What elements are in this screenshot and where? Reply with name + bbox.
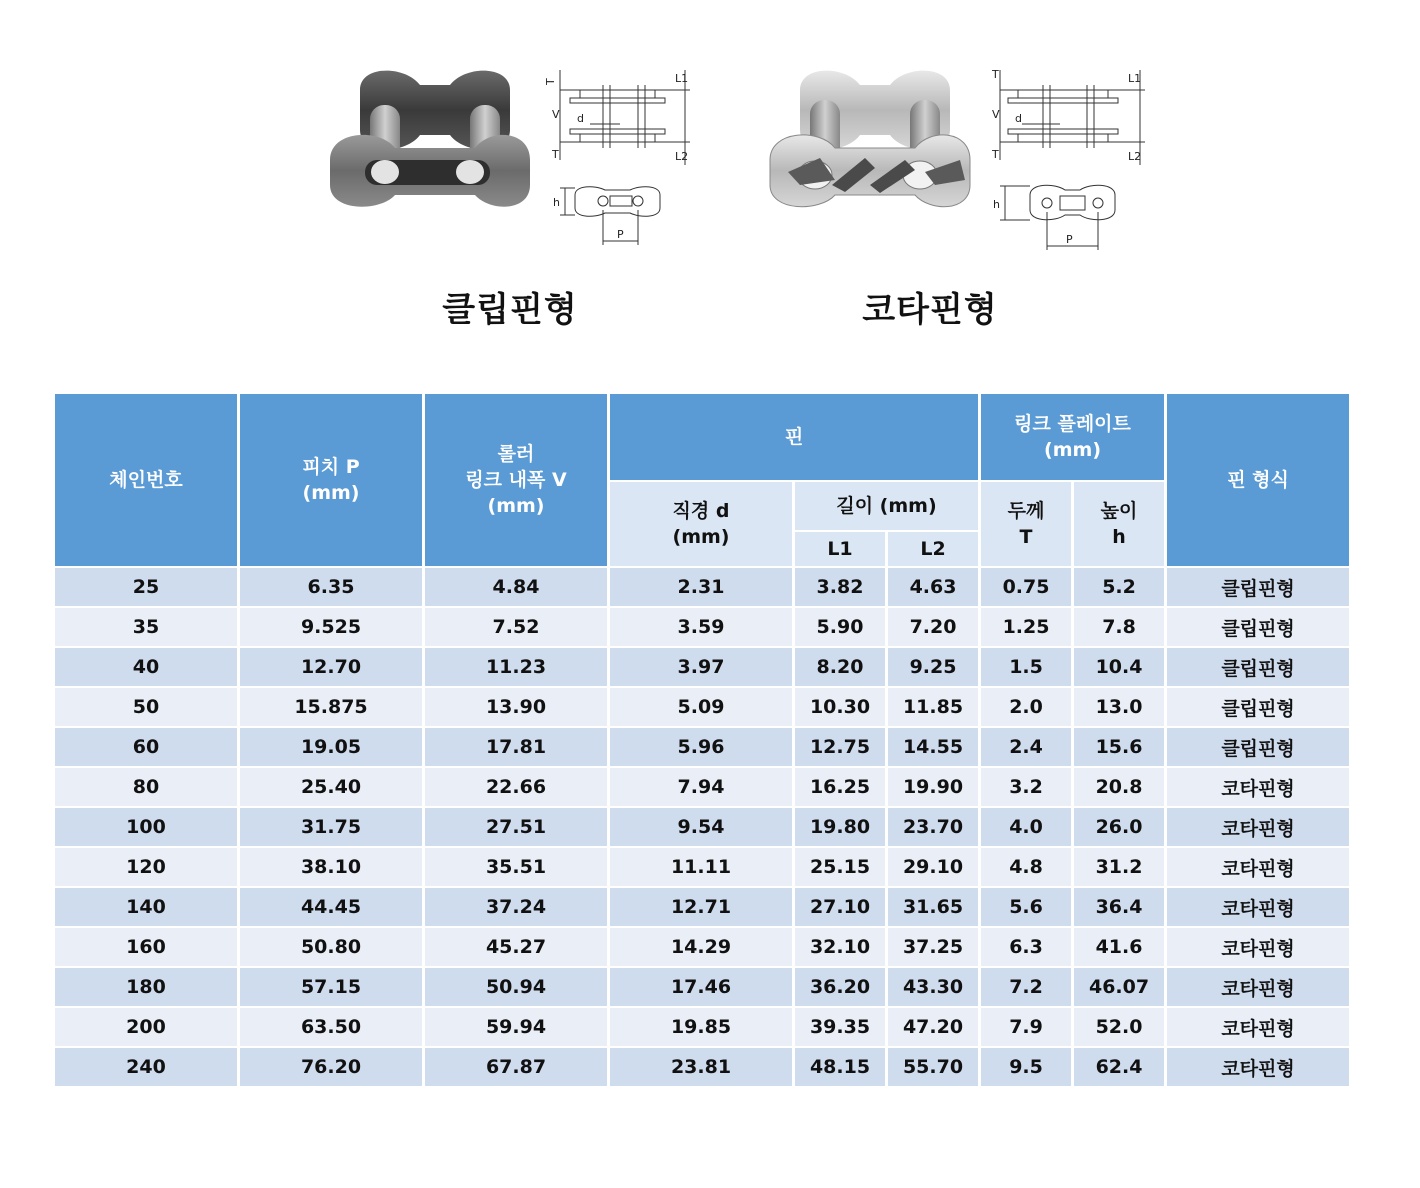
header-chain-number: 체인번호	[55, 394, 237, 566]
table-cell: 3.2	[981, 768, 1071, 806]
table-cell: 17.81	[425, 728, 607, 766]
dim-label-v: V	[992, 108, 1000, 121]
header-pin: 핀	[610, 394, 978, 480]
header-height-line2: h	[1112, 526, 1126, 548]
table-cell: 16.25	[795, 768, 885, 806]
table-row	[55, 648, 1349, 686]
dim-label-p: P	[1066, 233, 1073, 246]
table-cell: 코타핀형	[1167, 928, 1349, 966]
table-cell: 2.31	[610, 568, 792, 606]
table-cell: 12.70	[240, 648, 422, 686]
table-cell: 180	[55, 968, 237, 1006]
table-cell: 25.15	[795, 848, 885, 886]
table-cell: 15.6	[1074, 728, 1164, 766]
table-cell: 20.8	[1074, 768, 1164, 806]
dim-label-v: V	[552, 108, 560, 121]
table-cell: 57.15	[240, 968, 422, 1006]
table-cell: 120	[55, 848, 237, 886]
table-cell: 12.75	[795, 728, 885, 766]
chain-spec-table	[52, 392, 1352, 1088]
dim-label-t-bottom: T	[992, 148, 999, 161]
table-cell: 31.65	[888, 888, 978, 926]
table-row	[55, 808, 1349, 846]
header-l1: L1	[795, 532, 885, 566]
table-cell: 9.5	[981, 1048, 1071, 1086]
table-cell: 32.10	[795, 928, 885, 966]
header-pitch-line2: (mm)	[302, 482, 360, 504]
table-cell: 43.30	[888, 968, 978, 1006]
table-cell: 80	[55, 768, 237, 806]
table-cell: 7.8	[1074, 608, 1164, 646]
table-cell: 31.75	[240, 808, 422, 846]
table-cell: 46.07	[1074, 968, 1164, 1006]
header-thickness-line1: 두께	[1007, 500, 1045, 522]
table-cell: 6.35	[240, 568, 422, 606]
header-link-plate-line1: 링크 플레이트	[1014, 413, 1131, 435]
table-cell: 60	[55, 728, 237, 766]
table-cell: 13.90	[425, 688, 607, 726]
header-height-line1: 높이	[1100, 500, 1138, 522]
table-cell: 6.3	[981, 928, 1071, 966]
header-link-plate	[981, 394, 1164, 480]
table-cell: 50.80	[240, 928, 422, 966]
dim-label-h: h	[553, 196, 560, 209]
table-cell: 클립핀형	[1167, 648, 1349, 686]
table-cell: 7.20	[888, 608, 978, 646]
table-row	[55, 568, 1349, 606]
table-cell: 59.94	[425, 1008, 607, 1046]
dim-label-l1: L1	[675, 72, 689, 85]
table-cell: 25	[55, 568, 237, 606]
table-cell: 63.50	[240, 1008, 422, 1046]
table-row	[55, 608, 1349, 646]
table-cell: 11.23	[425, 648, 607, 686]
table-cell: 9.525	[240, 608, 422, 646]
table-cell: 13.0	[1074, 688, 1164, 726]
table-cell: 7.9	[981, 1008, 1071, 1046]
dim-label-h: h	[993, 198, 1000, 211]
table-cell: 31.2	[1074, 848, 1164, 886]
header-link-plate-line2: (mm)	[1044, 439, 1102, 461]
dim-label-t-bottom: T	[552, 148, 559, 161]
header-diameter-line2: (mm)	[672, 526, 730, 548]
table-cell: 0.75	[981, 568, 1071, 606]
table-cell: 클립핀형	[1167, 608, 1349, 646]
header-roller-width	[425, 394, 607, 566]
table-cell: 50.94	[425, 968, 607, 1006]
table-cell: 코타핀형	[1167, 888, 1349, 926]
table-cell: 38.10	[240, 848, 422, 886]
table-cell: 4.63	[888, 568, 978, 606]
table-row	[55, 768, 1349, 806]
table-cell: 4.8	[981, 848, 1071, 886]
table-row	[55, 1048, 1349, 1086]
table-cell: 27.51	[425, 808, 607, 846]
header-height	[1074, 482, 1164, 566]
table-cell: 35.51	[425, 848, 607, 886]
table-cell: 12.71	[610, 888, 792, 926]
table-cell: 35	[55, 608, 237, 646]
table-cell: 7.52	[425, 608, 607, 646]
clip-pin-caption: 클립핀형	[442, 290, 578, 330]
table-cell: 코타핀형	[1167, 848, 1349, 886]
table-cell: 3.82	[795, 568, 885, 606]
table-row	[55, 968, 1349, 1006]
table-cell: 50	[55, 688, 237, 726]
table-row	[55, 928, 1349, 966]
table-body	[55, 568, 1349, 1086]
table-row	[55, 1008, 1349, 1046]
table-cell: 37.24	[425, 888, 607, 926]
table-cell: 클립핀형	[1167, 568, 1349, 606]
table-cell: 2.4	[981, 728, 1071, 766]
table-cell: 52.0	[1074, 1008, 1164, 1046]
table-cell: 9.25	[888, 648, 978, 686]
header-length: 길이 (mm)	[795, 482, 978, 530]
table-cell: 2.0	[981, 688, 1071, 726]
table-cell: 67.87	[425, 1048, 607, 1086]
table-cell: 4.0	[981, 808, 1071, 846]
table-cell: 10.30	[795, 688, 885, 726]
table-cell: 26.0	[1074, 808, 1164, 846]
table-cell: 23.70	[888, 808, 978, 846]
table-cell: 22.66	[425, 768, 607, 806]
table-cell: 36.4	[1074, 888, 1164, 926]
table-cell: 19.80	[795, 808, 885, 846]
table-cell: 160	[55, 928, 237, 966]
table-cell: 5.90	[795, 608, 885, 646]
dim-label-l1: L1	[1128, 72, 1142, 85]
table-cell: 40	[55, 648, 237, 686]
table-row	[55, 688, 1349, 726]
table-cell: 9.54	[610, 808, 792, 846]
table-cell: 27.10	[795, 888, 885, 926]
table-cell: 48.15	[795, 1048, 885, 1086]
table-cell: 44.45	[240, 888, 422, 926]
clip-pin-figure	[320, 60, 700, 260]
table-cell: 5.09	[610, 688, 792, 726]
table-cell: 29.10	[888, 848, 978, 886]
clip-pin-link-illustration	[320, 60, 700, 260]
table-cell: 55.70	[888, 1048, 978, 1086]
header-thickness-line2: T	[1019, 526, 1033, 548]
table-cell: 8.20	[795, 648, 885, 686]
table-cell: 코타핀형	[1167, 808, 1349, 846]
table-cell: 200	[55, 1008, 237, 1046]
table-cell: 39.35	[795, 1008, 885, 1046]
table-cell: 41.6	[1074, 928, 1164, 966]
header-roller-line2: 링크 내폭 V	[465, 469, 567, 491]
table-cell: 3.97	[610, 648, 792, 686]
header-pitch-line1: 피치 P	[302, 456, 360, 478]
table-cell: 140	[55, 888, 237, 926]
cotter-pin-link-illustration	[760, 60, 1160, 260]
table-cell: 7.2	[981, 968, 1071, 1006]
table-cell: 11.85	[888, 688, 978, 726]
table-cell: 7.94	[610, 768, 792, 806]
header-roller-line3: (mm)	[487, 495, 545, 517]
header-pitch	[240, 394, 422, 566]
table-cell: 11.11	[610, 848, 792, 886]
table-cell: 240	[55, 1048, 237, 1086]
dim-label-l2: L2	[1128, 150, 1142, 163]
table-cell: 19.05	[240, 728, 422, 766]
dim-label-l2: L2	[675, 150, 689, 163]
table-cell: 25.40	[240, 768, 422, 806]
table-cell: 23.81	[610, 1048, 792, 1086]
header-diameter	[610, 482, 792, 566]
table-cell: 클립핀형	[1167, 688, 1349, 726]
table-cell: 코타핀형	[1167, 1008, 1349, 1046]
header-roller-line1: 롤러	[497, 443, 535, 465]
header-l2: L2	[888, 532, 978, 566]
dim-label-d: d	[577, 112, 584, 125]
dim-label-p: P	[617, 228, 624, 241]
table-cell: 코타핀형	[1167, 1048, 1349, 1086]
table-cell: 5.2	[1074, 568, 1164, 606]
table-cell: 코타핀형	[1167, 768, 1349, 806]
cotter-pin-caption: 코타핀형	[862, 290, 998, 330]
table-cell: 코타핀형	[1167, 968, 1349, 1006]
header-thickness	[981, 482, 1071, 566]
table-cell: 76.20	[240, 1048, 422, 1086]
table-cell: 5.96	[610, 728, 792, 766]
table-cell: 4.84	[425, 568, 607, 606]
dim-label-d: d	[1015, 112, 1022, 125]
table-cell: 19.85	[610, 1008, 792, 1046]
table-cell: 1.5	[981, 648, 1071, 686]
header-pin-type: 핀 형식	[1167, 394, 1349, 566]
table-row	[55, 728, 1349, 766]
table-cell: 17.46	[610, 968, 792, 1006]
table-cell: 1.25	[981, 608, 1071, 646]
table-cell: 14.29	[610, 928, 792, 966]
table-cell: 3.59	[610, 608, 792, 646]
table-cell: 14.55	[888, 728, 978, 766]
table-row	[55, 848, 1349, 886]
table-cell: 62.4	[1074, 1048, 1164, 1086]
table-cell: 19.90	[888, 768, 978, 806]
table-row	[55, 888, 1349, 926]
table-cell: 36.20	[795, 968, 885, 1006]
table-cell: 45.27	[425, 928, 607, 966]
table-cell: 47.20	[888, 1008, 978, 1046]
dim-label-t-top: T	[992, 68, 999, 81]
header-diameter-line1: 직경 d	[672, 500, 730, 522]
dim-label-t-top: T	[544, 78, 557, 85]
table-cell: 클립핀형	[1167, 728, 1349, 766]
table-cell: 10.4	[1074, 648, 1164, 686]
table-cell: 5.6	[981, 888, 1071, 926]
table-cell: 100	[55, 808, 237, 846]
cotter-pin-figure	[760, 60, 1160, 260]
table-cell: 15.875	[240, 688, 422, 726]
table-cell: 37.25	[888, 928, 978, 966]
